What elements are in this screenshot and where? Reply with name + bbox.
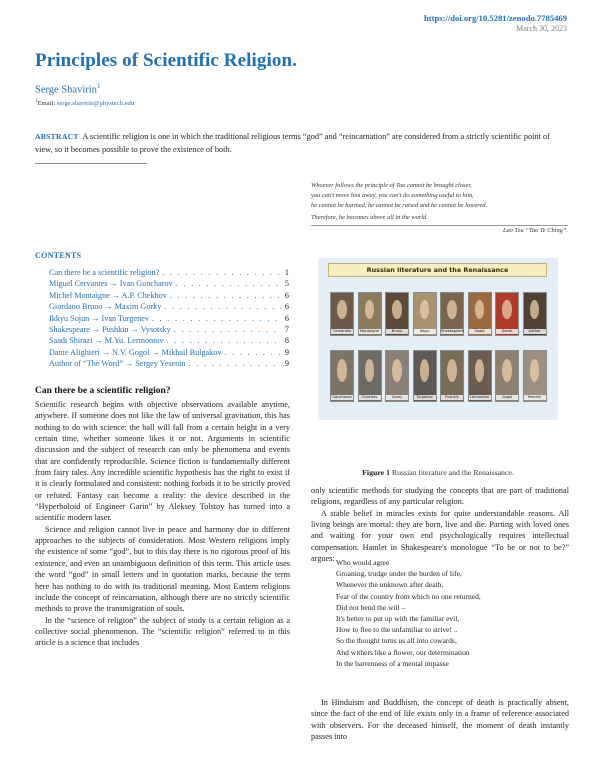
portrait-face xyxy=(337,300,347,319)
epigraph-divider xyxy=(311,225,568,226)
author-line xyxy=(35,82,100,96)
portrait-bottom-5 xyxy=(440,350,464,402)
publication-date: March 30, 2023 xyxy=(516,24,567,33)
toc-item[interactable]: Michel Montaigne → A.P. Chekhov . . . 6 xyxy=(49,290,289,301)
abstract-divider xyxy=(35,163,147,164)
portrait-face xyxy=(337,359,347,382)
toc-item[interactable]: Can there be a scientific religion? . . . 1 xyxy=(49,267,289,278)
portrait-top-6 xyxy=(468,292,492,336)
contents-heading: CONTENTS xyxy=(35,251,82,260)
paragraph: In Hinduism and Buddhism, the concept of death is practically absent, since the fact of the end of life exists only in a frame of reference associated with observers. For the deceased himself, the moment of death instantly passes into xyxy=(311,698,569,742)
epigraph-source: Lao Tzu “Tao Te Ching”. xyxy=(502,227,568,234)
epigraph-line: Therefore, he becomes above all in the world. xyxy=(311,214,428,221)
paragraph: In the “science of religion” the subject of study is a certain religion as a collective social phenomenon. The “scientific religion” referred to in this article is a science that includes xyxy=(35,615,290,648)
portrait-top-3 xyxy=(385,292,409,336)
portrait-bottom-2 xyxy=(358,350,382,402)
figure-caption xyxy=(318,468,558,477)
paper-title: Principles of Scientific Religion. xyxy=(35,50,297,71)
paragraph: A stable belief in miracles exists for quite understandable reasons. All living beings are mortal: they are born, live and die. Parting with loved ones and waiting for your own end psychologically requires intellectual compensation. Hamlet in Shakespeare's monologue “To be or not to be?” argues: xyxy=(311,508,569,564)
portrait-top-4 xyxy=(413,292,437,336)
paragraph: Scientific research begins with objective observations available anytime, anywhere. If someone does not like the law of universal gravitation, this has nothing to do with science: the ball will fall from a certain height in a very certain time, whether someone likes it or not. Arguments in scientific discussion and the subject of research can only be phenomena and events that are confidently reproducible. Science fiction is fundamentally different from fairy tales. Any incredible scientific hypothesis has the right to exist if it is clearly formulated and consistent: nothing forbids it to be strictly proved or refuted. Fantasy can become a reality: the device described in the “Hyperboloid of Engineer Garin” by Aleksey Tolstoy has turned into a scientific modern laser. xyxy=(35,400,290,523)
abstract-text: A scientific religion is one in which the traditional religious terms “god” and “reincarnation” are considered from a strictly scientific point of view, so it becomes possible to prove the existence of both. xyxy=(35,132,550,154)
portrait-face xyxy=(502,359,512,382)
portrait-label: Ikkyu xyxy=(414,329,436,334)
abstract xyxy=(35,131,568,156)
poem-line: Whenever the unknown after death, xyxy=(336,580,444,590)
portrait-label: Lermontov xyxy=(469,395,490,399)
portrait-label: Author xyxy=(524,329,546,334)
left-column-text xyxy=(35,399,290,649)
portrait-face xyxy=(530,359,540,382)
portrait-face xyxy=(447,300,457,319)
portrait-label: Shakespeare xyxy=(441,329,465,333)
section-heading: Can there be a scientific religion? xyxy=(35,386,171,396)
email-address[interactable]: serge.shavirin@phystech.edu xyxy=(56,100,135,108)
email-mark: 1 xyxy=(35,99,38,104)
poem-line: In the barrenness of a mental impasse xyxy=(336,658,449,668)
portrait-label: Cervantes xyxy=(332,329,352,333)
abstract-label: ABSTRACT xyxy=(35,132,79,141)
epigraph-line: Whoever follows the principle of Tao cannot be brought closer, you can't move him away, you can't do something useful to him, he cannot be harmed, he cannot be raised and he cannot be lowered. xyxy=(311,182,488,209)
portrait-label: Saadi xyxy=(469,329,491,334)
poem-line: How to flee to the unfamiliar to strive! .. xyxy=(336,625,458,635)
portrait-label: Montaigne xyxy=(360,329,379,333)
poem-line: And withers like a flower, our determination xyxy=(336,647,470,657)
author-name: Serge Shavirin xyxy=(35,84,97,96)
figure-caption-text: Russian literature and the Renaissance. xyxy=(391,468,514,477)
toc-item[interactable]: Ikkyu Sojun → Ivan Turgenev . . . 6 xyxy=(49,313,289,324)
poem-line: So the thought turns us all into cowards, xyxy=(336,636,457,646)
portrait-label: Pushkin xyxy=(441,395,463,400)
portrait-top-7 xyxy=(495,292,519,336)
portrait-face xyxy=(392,300,402,319)
portrait-bottom-8 xyxy=(523,350,547,402)
portrait-face xyxy=(365,300,375,319)
portrait-top-1 xyxy=(330,292,354,336)
poem-line: Fear of the country from which no one returned, xyxy=(336,591,481,601)
portrait-bottom-4 xyxy=(413,350,437,402)
toc-item[interactable]: Miguel Cervantes → Ivan Goncharov . . . 5 xyxy=(49,278,289,289)
portrait-label: Dante xyxy=(496,329,518,334)
portrait-face xyxy=(420,359,430,382)
toc-item[interactable]: Dante Alighieri → N.V. Gogol → Mikhail Bulgakov . . . 9 xyxy=(49,347,289,358)
paragraph: Science and religion cannot live in peace and harmony due to different approaches to the subjects of consideration. Most Western religions imply the existence of some “god”, but to this day there is no rigorous proof of his existence, and even an unambiguous definition of this term. This article uses the word “god” in small letters and in quotation marks, because the term here has nothing to do with its traditional meaning. Most Eastern religions include the concept of reincarnation, although there are no strictly scientific methods to prove the transmigration of souls. xyxy=(35,524,290,614)
author-email xyxy=(35,99,134,107)
portrait-label: Bruno xyxy=(386,329,408,334)
author-mark: 1 xyxy=(96,82,101,90)
portrait-face xyxy=(475,300,485,319)
toc-item[interactable]: Author of “The Word” → Sergey Yesenin . . . 9 xyxy=(49,358,289,369)
portrait-label: Turgenev xyxy=(414,395,436,400)
portrait-bottom-7 xyxy=(495,350,519,402)
email-label: Email: xyxy=(37,100,56,108)
paragraph: only scientific methods for studying the concepts that are part of traditional religions, regardless of any particular religion. xyxy=(311,486,569,507)
figure-banner: Russian literature and the Renaissance xyxy=(328,263,547,277)
portrait-bottom-3 xyxy=(385,350,409,402)
poem-line: Who would agree xyxy=(336,558,390,567)
table-of-contents xyxy=(49,267,289,370)
portrait-bottom-1 xyxy=(330,350,354,402)
portrait-face xyxy=(392,359,402,382)
portrait-face xyxy=(502,300,512,319)
poem-quote xyxy=(336,557,566,669)
portrait-top-8 xyxy=(523,292,547,336)
toc-item[interactable]: Saadi Shirazi → M.Yu. Lermontov . . . 8 xyxy=(49,335,289,346)
portrait-face xyxy=(447,359,457,382)
right-column-text xyxy=(311,485,569,564)
toc-item[interactable]: Shakespeare → Pushkin → Vysotsky . . . 7 xyxy=(49,324,289,335)
portrait-label: Goncharov xyxy=(332,395,352,399)
portrait-label: Yesenin xyxy=(524,395,546,400)
portrait-face xyxy=(530,300,540,319)
epigraph xyxy=(311,181,568,225)
portrait-bottom-6 xyxy=(468,350,492,402)
doi-link[interactable]: https://doi.org/10.5281/zenodo.7785469 xyxy=(424,13,567,23)
figure-collage xyxy=(318,258,558,420)
portrait-face xyxy=(365,359,375,382)
figure-caption-label: Figure 1 xyxy=(362,468,390,477)
portrait-label: Gogol xyxy=(496,395,518,400)
poem-line: It's better to put up with the familiar evil, xyxy=(336,614,460,624)
poem-line: Groaning, trudge under the burden of life, xyxy=(336,569,462,579)
portrait-label: Gorky xyxy=(386,395,408,400)
poem-line: Did not bend the will – xyxy=(336,602,406,612)
toc-item[interactable]: Giordano Bruno → Maxim Gorky . . . 6 xyxy=(49,301,289,312)
portrait-face xyxy=(475,359,485,382)
portrait-face xyxy=(420,300,430,319)
portrait-label: Chekhov xyxy=(359,395,381,400)
portrait-top-5 xyxy=(440,292,464,336)
portrait-top-2 xyxy=(358,292,382,336)
